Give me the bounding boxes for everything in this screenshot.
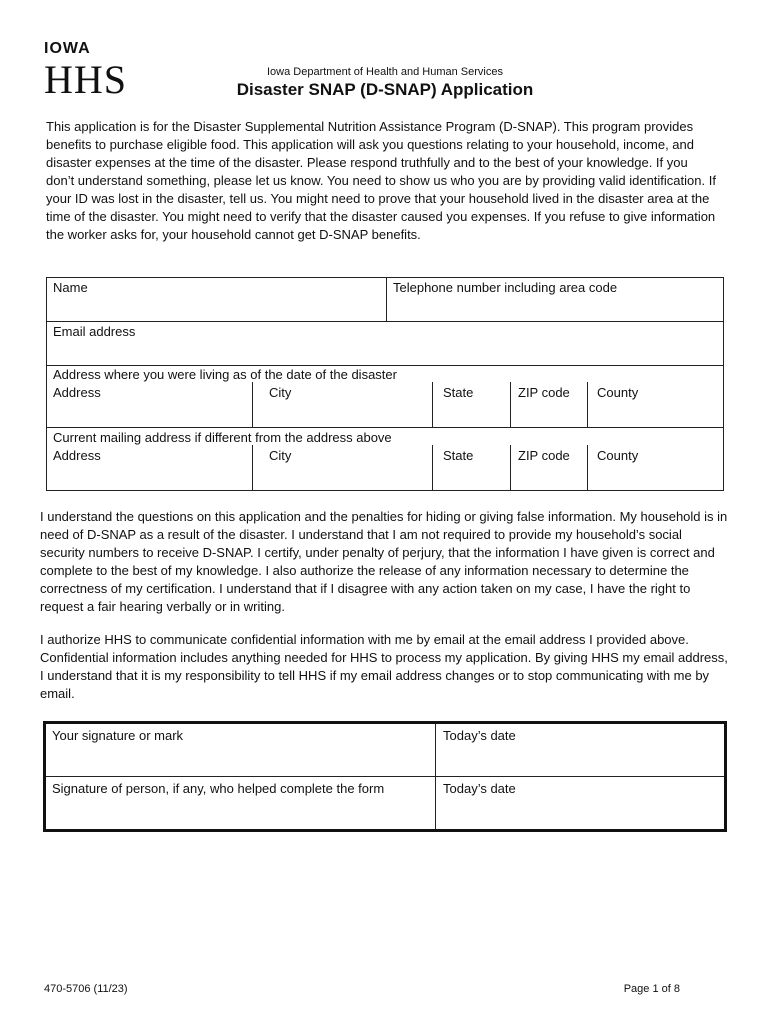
mailing-city-field[interactable] (253, 445, 432, 491)
disaster-city-field[interactable] (253, 382, 432, 427)
certification-paragraph: I understand the questions on this application and the penalties for hiding or giving false information. My household is in need of D-SNAP as a result of the disaster. I understand that I am not required to provide my household’s social security numbers to receive D-SNAP. I certify, under penalty of perjury, that the information I have given is correct and complete to the best of my knowledge. I also authorize the release of any information necessary to determine the correctness of my certification. I understand that if I disagree with any action taken on my case, I have the right to request a fair hearing verbally or in writing. (40, 509, 728, 614)
date-label: Today’s date (443, 728, 516, 743)
telephone-field[interactable] (387, 278, 723, 321)
form-number: 470-5706 (11/23) (44, 983, 128, 995)
disaster-address-heading: Address where you were living as of the date of the disaster (53, 367, 397, 382)
email-label: Email address (53, 324, 136, 339)
signature-label: Your signature or mark (52, 728, 184, 743)
helper-signature-label: Signature of person, if any, who helped complete the form (52, 781, 385, 796)
zip-label: ZIP code (518, 448, 570, 463)
page-number: Page 1 of 8 (623, 983, 680, 995)
disaster-state-field[interactable] (433, 382, 510, 427)
signature-field[interactable] (46, 724, 435, 776)
signature-box (43, 721, 727, 832)
address-label: Address (53, 385, 101, 400)
divider (47, 427, 723, 428)
state-label: State (443, 448, 474, 463)
zip-label: ZIP code (518, 385, 570, 400)
disaster-county-field[interactable] (588, 382, 723, 427)
mailing-address-heading: Current mailing address if different from the address above (53, 430, 392, 445)
telephone-label: Telephone number including area code (393, 280, 618, 295)
helper-signature-field[interactable] (46, 777, 435, 829)
logo-state: IOWA (44, 40, 91, 57)
department-name: Iowa Department of Health and Human Services (266, 66, 503, 78)
name-label: Name (53, 280, 88, 295)
email-authorization-paragraph: I authorize HHS to communicate confidential information with me by email at the email address I provided above. Confidential information includes anything needed for HHS to process my application. By giving HHS my email address, I understand that it is my responsibility to tell HHS if my email address changes or to stop communicating with me by email. (40, 632, 728, 701)
county-label: County (597, 385, 639, 400)
helper-date-field[interactable] (436, 777, 724, 829)
email-field[interactable] (47, 322, 723, 365)
mailing-county-field[interactable] (588, 445, 723, 491)
name-field[interactable] (47, 278, 386, 321)
disaster-zip-field[interactable] (511, 382, 587, 427)
address-label: Address (53, 448, 101, 463)
intro-paragraph: This application is for the Disaster Supplemental Nutrition Assistance Program (D-SNAP). This program provides benefits to purchase eligible food. This application will ask you questions relating to your household, income, and disaster expenses at the time of the disaster. Please respond truthfully and to the best of your knowledge. If you don’t understand something, please let us know. You need to show us who you are by providing valid identification. If your ID was lost in the disaster, tell us. You might need to prove that your household lived in the disaster area at the time of the disaster. You might need to verify that the disaster caused you expenses. If you refuse to give information the worker asks for, your household cannot get D-SNAP benefits. (46, 119, 716, 242)
mailing-address-field[interactable] (47, 445, 252, 491)
mailing-state-field[interactable] (433, 445, 510, 491)
logo-agency: HHS (44, 57, 128, 102)
signature-date-field[interactable] (436, 724, 724, 776)
helper-date-label: Today’s date (443, 781, 516, 796)
applicant-info-form (46, 277, 724, 491)
mailing-zip-field[interactable] (511, 445, 587, 491)
city-label: City (269, 385, 292, 400)
city-label: City (269, 448, 292, 463)
divider (47, 365, 723, 366)
county-label: County (597, 448, 639, 463)
state-label: State (443, 385, 474, 400)
page-title: Disaster SNAP (D-SNAP) Application (236, 80, 534, 99)
disaster-address-field[interactable] (47, 382, 252, 427)
